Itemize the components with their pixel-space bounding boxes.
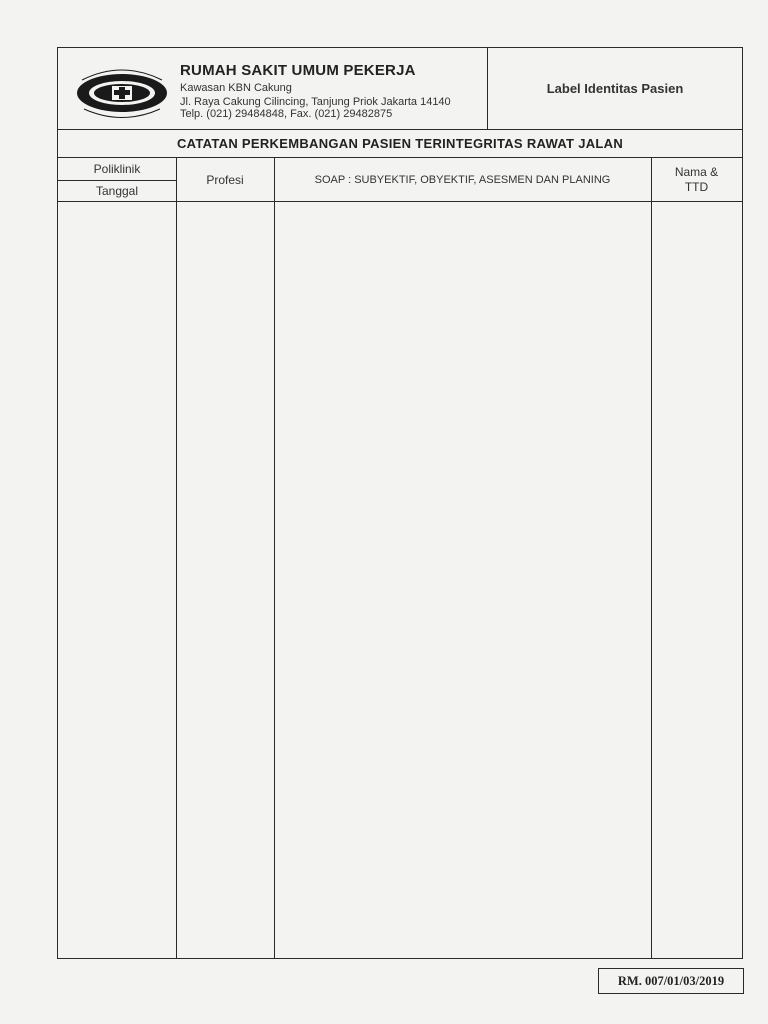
hospital-info xyxy=(58,48,488,129)
record-table xyxy=(58,158,742,958)
address-line-1: Kawasan KBN Cakung xyxy=(180,82,292,94)
header-nama-ttd xyxy=(651,158,742,202)
hospital-logo xyxy=(74,62,170,120)
header-poliklinik-tanggal xyxy=(58,158,176,202)
column-divider xyxy=(176,158,177,958)
header-profesi: Profesi xyxy=(176,158,274,202)
address-line-2: Jl. Raya Cakung Cilincing, Tanjung Priok Jakarta 14140 xyxy=(180,96,451,108)
hospital-name: RUMAH SAKIT UMUM PEKERJA xyxy=(180,62,416,79)
form-sheet xyxy=(57,47,743,959)
column-divider xyxy=(274,158,275,958)
form-code-box: RM. 007/01/03/2019 xyxy=(598,968,744,994)
patient-label-area[interactable]: Label Identitas Pasien xyxy=(546,81,684,96)
header-poliklinik: Poliklinik xyxy=(58,158,176,181)
contact-line: Telp. (021) 29484848, Fax. (021) 29482875 xyxy=(180,108,393,120)
header-nama: Nama & xyxy=(674,164,719,179)
header-tanggal: Tanggal xyxy=(95,184,139,198)
form-title: CATATAN PERKEMBANGAN PASIEN TERINTEGRITAS RAWAT JALAN xyxy=(58,130,742,158)
form-header xyxy=(58,48,742,130)
column-divider xyxy=(651,158,652,958)
header-ttd: TTD xyxy=(684,179,709,194)
header-soap: SOAP : SUBYEKTIF, OBYEKTIF, ASESMEN DAN PLANING xyxy=(274,158,651,202)
